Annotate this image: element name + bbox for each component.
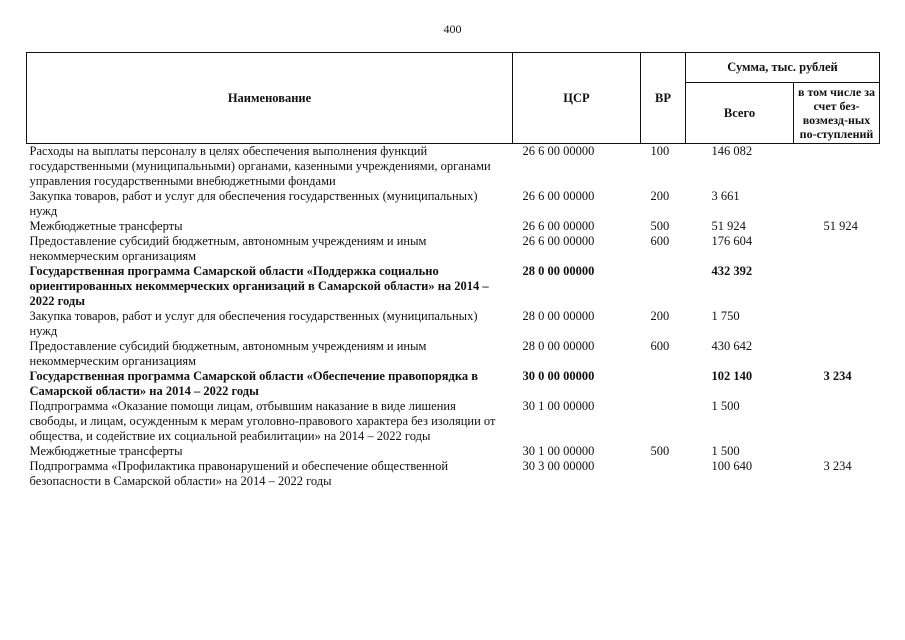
row-total: 100 640 bbox=[711, 459, 753, 473]
row-vr: 500 bbox=[650, 219, 670, 233]
row-total: 430 642 bbox=[711, 339, 753, 353]
row-vr: 600 bbox=[650, 339, 670, 353]
row-grant: 3 234 bbox=[823, 369, 852, 383]
row-csr: 28 0 00 00000 bbox=[522, 339, 595, 353]
row-name: Расходы на выплаты персоналу в целях обеспечения выполнения функций государственными (муниципальными) органами, казенными учреждениями, органами управления государственными внебюджетными фондами bbox=[29, 144, 491, 188]
row-vr: 200 bbox=[650, 189, 670, 203]
row-csr: 26 6 00 00000 bbox=[522, 234, 595, 248]
row-csr: 30 3 00 00000 bbox=[522, 459, 595, 473]
table-row bbox=[27, 399, 880, 444]
table-row bbox=[27, 219, 880, 234]
row-vr: 500 bbox=[650, 444, 670, 458]
row-vr bbox=[641, 399, 686, 444]
row-csr: 28 0 00 00000 bbox=[522, 309, 595, 323]
row-name: Межбюджетные трансферты bbox=[29, 219, 183, 233]
row-grant bbox=[794, 309, 880, 339]
row-grant bbox=[794, 399, 880, 444]
row-grant bbox=[794, 234, 880, 264]
row-csr: 26 6 00 00000 bbox=[522, 219, 595, 233]
table-row bbox=[27, 189, 880, 219]
header-csr: ЦСР bbox=[513, 53, 641, 144]
row-total: 3 661 bbox=[711, 189, 740, 203]
row-grant bbox=[794, 189, 880, 219]
row-total: 1 500 bbox=[711, 399, 740, 413]
table-row bbox=[27, 264, 880, 309]
row-name: Подпрограмма «Оказание помощи лицам, отбывшим наказание в виде лишения свободы, и лицам, осужденным к мерам уголовно-правового характера без изоляции от общества, и содействие их социальной реабилитации» на 2014 – 2022 годы bbox=[29, 399, 496, 443]
table-row bbox=[27, 369, 880, 399]
header-name: Наименование bbox=[27, 53, 513, 144]
table-row bbox=[27, 234, 880, 264]
row-total: 1 500 bbox=[711, 444, 740, 458]
row-name: Закупка товаров, работ и услуг для обеспечения государственных (муниципальных) нужд bbox=[29, 189, 478, 218]
header-total: Всего bbox=[686, 83, 794, 144]
row-total: 146 082 bbox=[711, 144, 753, 158]
row-vr: 600 bbox=[650, 234, 670, 248]
row-grant: 51 924 bbox=[823, 219, 858, 233]
row-name: Предоставление субсидий бюджетным, автономным учреждениям и иным некоммерческим организациям bbox=[29, 339, 427, 368]
row-name: Межбюджетные трансферты bbox=[29, 444, 183, 458]
row-total: 1 750 bbox=[711, 309, 740, 323]
row-grant bbox=[794, 264, 880, 309]
budget-table bbox=[26, 52, 880, 489]
header-vr: ВР bbox=[641, 53, 686, 144]
table-row bbox=[27, 144, 880, 190]
row-vr bbox=[641, 369, 686, 399]
row-csr: 26 6 00 00000 bbox=[522, 189, 595, 203]
row-name: Предоставление субсидий бюджетным, автономным учреждениям и иным некоммерческим организациям bbox=[29, 234, 427, 263]
row-vr bbox=[641, 459, 686, 489]
row-csr: 30 1 00 00000 bbox=[522, 399, 595, 413]
table-header bbox=[27, 53, 880, 144]
row-total: 432 392 bbox=[711, 264, 753, 278]
row-csr: 30 1 00 00000 bbox=[522, 444, 595, 458]
row-name: Государственная программа Самарской области «Обеспечение правопорядка в Самарской области» на 2014 – 2022 годы bbox=[29, 369, 479, 398]
row-grant bbox=[794, 444, 880, 459]
table-row bbox=[27, 444, 880, 459]
row-vr bbox=[641, 264, 686, 309]
header-sum: Сумма, тыс. рублей bbox=[686, 53, 880, 83]
row-name: Государственная программа Самарской области «Поддержка социально ориентированных некоммерческих организаций в Самарской области» на 2014 – 2022 годы bbox=[29, 264, 489, 308]
row-grant bbox=[794, 144, 880, 190]
row-total: 102 140 bbox=[711, 369, 753, 383]
row-vr: 200 bbox=[650, 309, 670, 323]
row-csr: 26 6 00 00000 bbox=[522, 144, 595, 158]
header-grant: в том числе за счет без-возмезд-ных по-ступлений bbox=[794, 83, 880, 144]
row-total: 51 924 bbox=[711, 219, 746, 233]
table-body bbox=[27, 144, 880, 490]
row-name: Подпрограмма «Профилактика правонарушений и обеспечение общественной безопасности в Самарской области» на 2014 – 2022 годы bbox=[29, 459, 449, 488]
table-row bbox=[27, 459, 880, 489]
page-number: 400 bbox=[443, 22, 462, 36]
row-total: 176 604 bbox=[711, 234, 753, 248]
row-csr: 30 0 00 00000 bbox=[522, 369, 595, 383]
row-vr: 100 bbox=[650, 144, 670, 158]
table-row bbox=[27, 339, 880, 369]
row-grant: 3 234 bbox=[823, 459, 852, 473]
row-name: Закупка товаров, работ и услуг для обеспечения государственных (муниципальных) нужд bbox=[29, 309, 478, 338]
row-csr: 28 0 00 00000 bbox=[522, 264, 595, 278]
table-row bbox=[27, 309, 880, 339]
row-grant bbox=[794, 339, 880, 369]
